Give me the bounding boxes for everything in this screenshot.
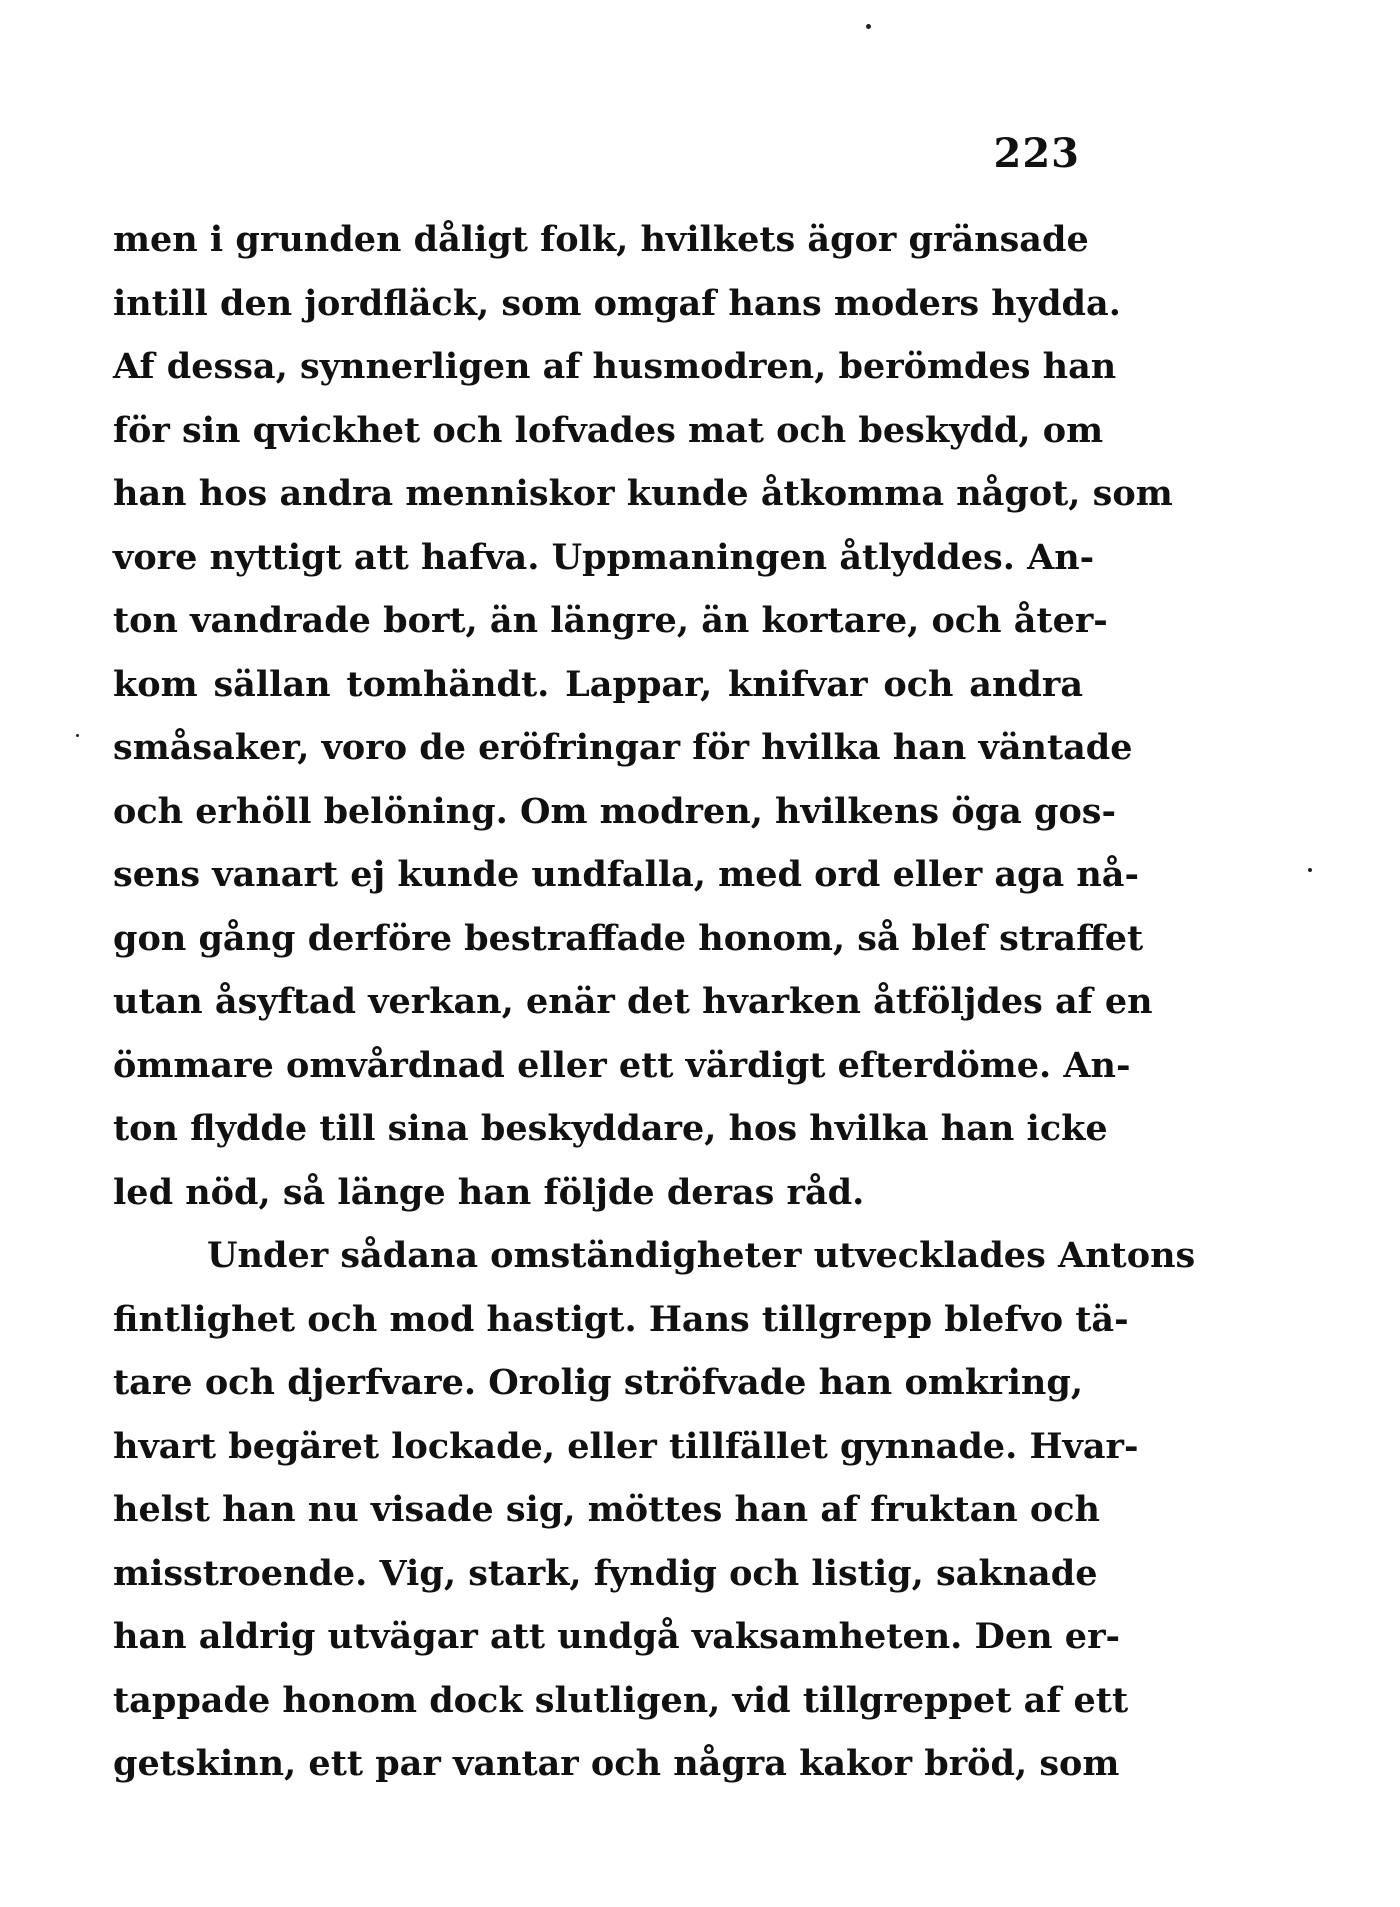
text-line: ton flydde till sina beskyddare, hos hvilka han icke — [113, 1108, 1108, 1149]
print-speck — [866, 24, 871, 29]
text-line: intill den jordfläck, som omgaf hans moders hydda. — [113, 282, 1121, 324]
body-text — [113, 208, 1196, 1796]
text-line: han hos andra menniskor kunde åtkomma något, som — [113, 473, 1173, 514]
text-line: Af dessa, synnerligen af husmodren, berömdes han — [113, 346, 1117, 387]
text-line: vore nyttigt att hafva. Uppmaningen åtlyddes. An- — [113, 536, 1095, 578]
text-line: utan åsyftad verkan, enär det hvarken åtföljdes af en — [113, 981, 1153, 1022]
text-line: helst han nu visade sig, möttes han af fruktan och — [113, 1489, 1101, 1530]
text-line: Under sådana omständigheter utvecklades Antons — [207, 1235, 1196, 1276]
text-line: småsaker, voro de eröfringar för hvilka han väntade — [113, 727, 1133, 768]
text-line: sens vanart ej kunde undfalla, med ord eller aga nå- — [113, 854, 1139, 895]
print-speck — [76, 734, 79, 737]
text-line: led nöd, så länge han följde deras råd. — [113, 1171, 865, 1213]
text-line: han aldrig utvägar att undgå vaksamheten. Den er- — [113, 1616, 1121, 1657]
text-line: misstroende. Vig, stark, fyndig och listig, saknade — [113, 1552, 1098, 1594]
text-line: tare och djerfvare. Orolig ströfvade han omkring, — [113, 1362, 1083, 1403]
text-line: för sin qvickhet och lofvades mat och beskydd, om — [113, 409, 1104, 451]
paragraph-2 — [113, 1224, 1196, 1796]
text-line: ömmare omvårdnad eller ett värdigt efterdöme. An- — [113, 1044, 1131, 1086]
text-line: men i grunden dåligt folk, hvilkets ägor gränsade — [113, 219, 1089, 260]
text-line: tappade honom dock slutligen, vid tillgreppet af ett — [113, 1679, 1129, 1721]
text-line: ton vandrade bort, än längre, än kortare, och åter- — [113, 600, 1108, 641]
text-line: och erhöll belöning. Om modren, hvilkens öga gos- — [113, 790, 1117, 832]
print-speck — [1308, 868, 1312, 872]
paragraph-1 — [113, 208, 1173, 1224]
text-line: hvart begäret lockade, eller tillfället gynnade. Hvar- — [113, 1425, 1139, 1467]
page-number: 223 — [993, 130, 1080, 177]
text-line: gon gång derföre bestraffade honom, så blef straffet — [113, 917, 1144, 959]
text-line: fintlighet och mod hastigt. Hans tillgrepp blefvo tä- — [113, 1298, 1129, 1340]
text-line: getskinn, ett par vantar och några kakor bröd, som — [113, 1743, 1120, 1784]
text-line: kom sällan tomhändt. Lappar, knifvar och andra — [113, 663, 1083, 705]
